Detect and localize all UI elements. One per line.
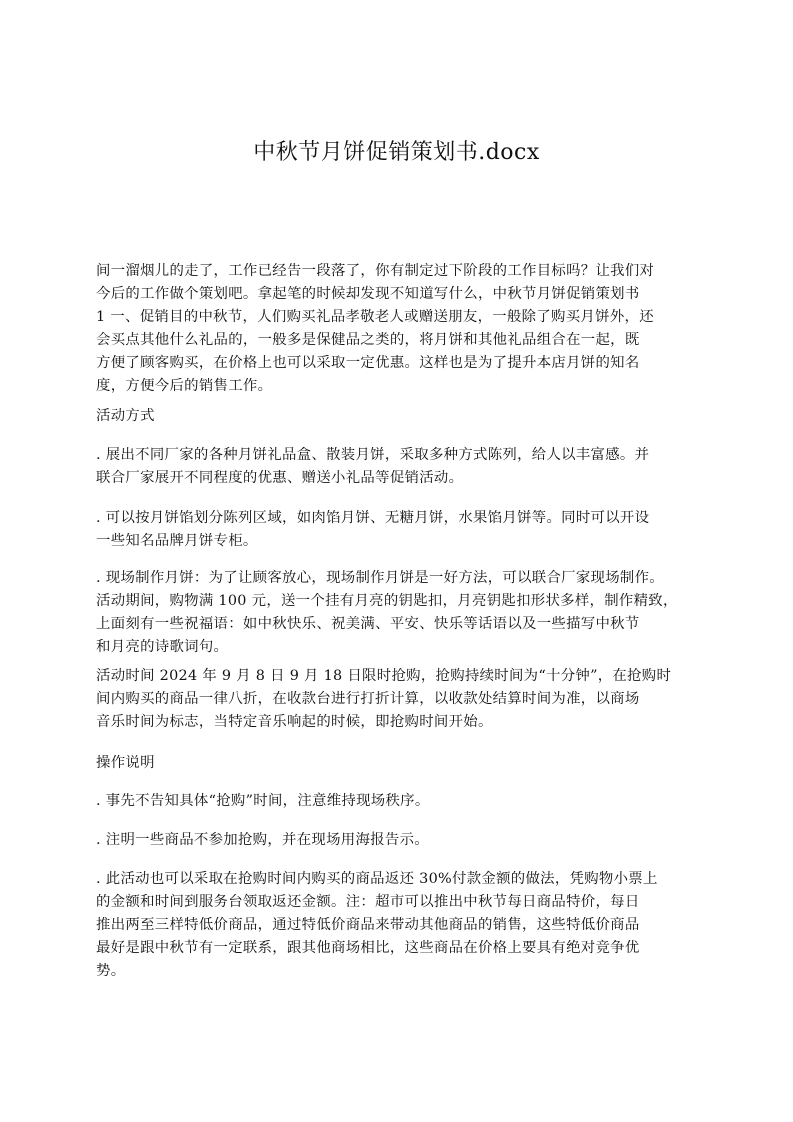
section-heading-operation-notes [96, 752, 716, 775]
text-line: 推出两至三样特低价商品，通过特低价商品来带动其他商品的销售，这些特低价商品 [96, 917, 640, 933]
paragraph-no-announce [96, 790, 716, 813]
text-line: . 此活动也可以采取在抢购时间内购买的商品返还 30%付款金额的做法，凭购物小票上 [96, 871, 658, 887]
text-line: 联合厂家展开不同程度的优惠、赠送小礼品等促销活动。 [96, 470, 464, 486]
paragraph-intro [96, 260, 716, 398]
text-line: 1 一、促销目的中秋节，人们购买礼品孝敬老人或赠送朋友，一般除了购买月饼外，还 [96, 309, 654, 325]
text-line: . 注明一些商品不参加抢购，并在现场用海报告示。 [96, 832, 429, 848]
text-line: 活动时间 2024 年 9 月 8 日 9 月 18 日限时抢购，抢购持续时间为“十分钟”，在抢购时 [96, 668, 672, 684]
text-line: 最好是跟中秋节有一定联系，跟其他商场相比，这些商品在价格上要具有绝对竞争优 [96, 940, 640, 956]
text-line: 间内购买的商品一律八折，在收款台进行打折计算，以收款处结算时间为准，以商场 [96, 691, 640, 707]
text-line: 音乐时间为标志，当特定音乐响起的时候，即抢购时间开始。 [96, 714, 493, 730]
text-line: 的金额和时间到服务台领取返还金额。注：超市可以推出中秋节每日商品特价，每日 [96, 894, 640, 910]
text-line: 和月亮的诗歌词句。 [96, 639, 229, 655]
text-line: 活动期间，购物满 100 元，送一个挂有月亮的钥匙扣，月亮钥匙扣形状多样，制作精致， [96, 593, 678, 609]
text-line: . 事先不告知具体“抢购”时间，注意维持现场秩序。 [96, 793, 430, 809]
paragraph-activity-time [96, 665, 716, 734]
text-line: 上面刻有一些祝福语：如中秋快乐、祝美满、平安、快乐等话语以及一些描写中秋节 [96, 616, 640, 632]
paragraph-onsite-production [96, 567, 716, 659]
text-line: . 可以按月饼馅划分陈列区域，如肉馅月饼、无糖月饼，水果馅月饼等。同时可以开设 [96, 510, 650, 526]
paragraph-cash-back [96, 868, 716, 983]
text-line: 方便了顾客购买，在价格上也可以采取一定优惠。这样也是为了提升本店月饼的知名 [96, 355, 640, 371]
paragraph-excluded-items [96, 829, 716, 852]
text-line: 今后的工作做个策划吧。拿起笔的时候却发现不知道写什么，中秋节月饼促销策划书 [96, 286, 640, 302]
text-line: 度，方便今后的销售工作。 [96, 378, 273, 394]
text-line: . 现场制作月饼：为了让顾客放心，现场制作月饼是一好方法，可以联合厂家现场制作。 [96, 570, 664, 586]
text-line: 间一溜烟儿的走了，工作已经告一段落了，你有制定过下阶段的工作目标吗？让我们对 [96, 263, 655, 279]
paragraph-display [96, 444, 716, 490]
section-heading-activity-methods [96, 405, 716, 428]
heading-line: 操作说明 [96, 755, 155, 771]
text-line: 会买点其他什么礼品的，一般多是保健品之类的，将月饼和其他礼品组合在一起，既 [96, 332, 640, 348]
text-line: . 展出不同厂家的各种月饼礼品盒、散装月饼，采取多种方式陈列，给人以丰富感。并 [96, 447, 650, 463]
paragraph-zones [96, 507, 716, 553]
document-title: 中秋节月饼促销策划书.docx [253, 140, 540, 165]
heading-line: 活动方式 [96, 408, 155, 424]
text-line: 势。 [96, 963, 126, 979]
text-line: 一些知名品牌月饼专柜。 [96, 533, 258, 549]
